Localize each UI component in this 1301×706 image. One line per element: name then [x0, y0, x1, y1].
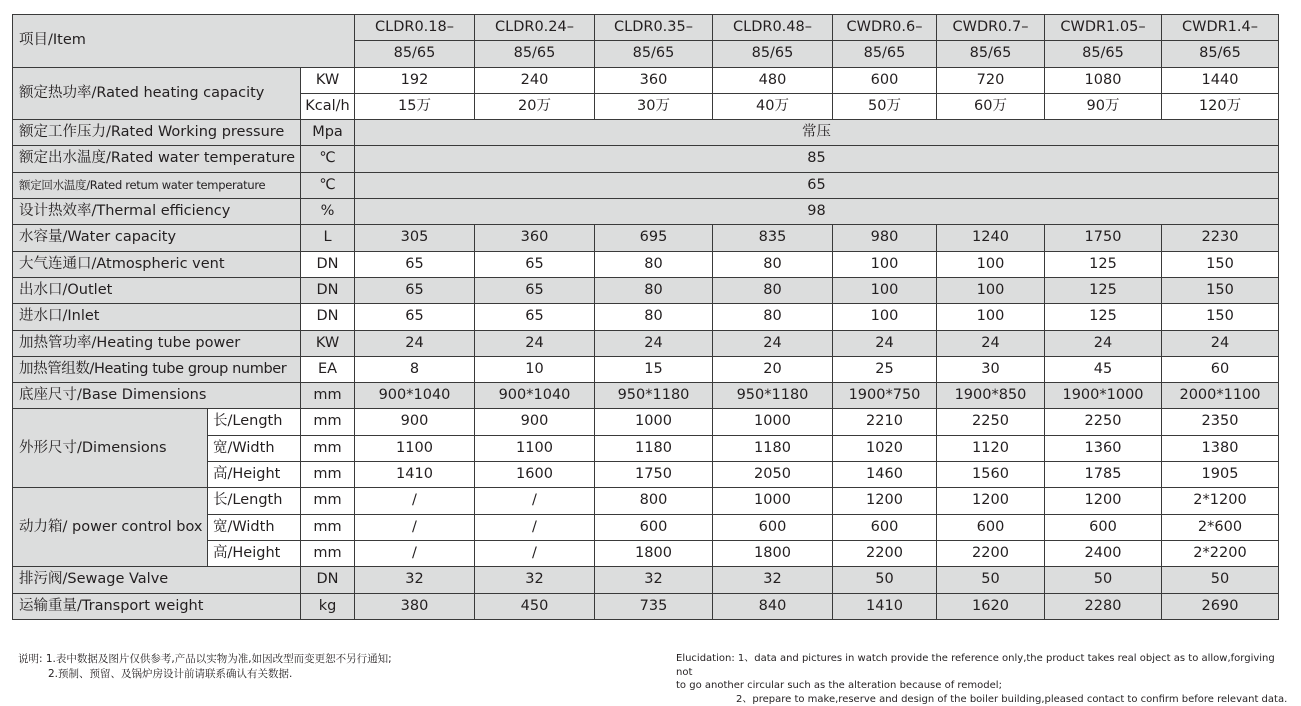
value-cell: 1000 [595, 409, 713, 435]
value-cell: 1800 [595, 540, 713, 566]
value-cell: 2210 [833, 409, 937, 435]
value-cell: 1900*750 [833, 383, 937, 409]
value-cell: 24 [1045, 330, 1162, 356]
tube-groups-label: 加热管组数/Heating tube group number [13, 356, 301, 382]
value-cell: 720 [937, 67, 1045, 93]
value-cell: 50万 [833, 93, 937, 119]
value-cell: 50 [833, 567, 937, 593]
outlet-row [13, 277, 1279, 303]
value-cell: 1200 [833, 488, 937, 514]
model-temp: 85/65 [475, 41, 595, 67]
value-cell: 2*1200 [1162, 488, 1279, 514]
value-cell: 40万 [713, 93, 833, 119]
inlet-row [13, 304, 1279, 330]
value-cell: 24 [713, 330, 833, 356]
value-cell: 1750 [1045, 225, 1162, 251]
outlet-label: 出水口/Outlet [13, 277, 301, 303]
value-cell: 125 [1045, 251, 1162, 277]
unit-cell: mm [301, 514, 355, 540]
value-cell: 1100 [355, 435, 475, 461]
value-cell: 1905 [1162, 462, 1279, 488]
value-cell: / [355, 540, 475, 566]
value-cell: 900 [355, 409, 475, 435]
unit-cell: mm [301, 435, 355, 461]
value-cell: 120万 [1162, 93, 1279, 119]
value-cell: 100 [937, 251, 1045, 277]
heating-capacity-kw-row [13, 67, 1279, 93]
note-en-line-3: 2、prepare to make,reserve and design of the boiler building,pleased contact to confirm before relevant data. [676, 693, 1294, 706]
model-name: CWDR0.7– [937, 15, 1045, 41]
value-cell: 2050 [713, 462, 833, 488]
value-cell: 2250 [937, 409, 1045, 435]
unit-cell: DN [301, 251, 355, 277]
value-cell: 32 [595, 567, 713, 593]
model-name: CWDR0.6– [833, 15, 937, 41]
water-capacity-row [13, 225, 1279, 251]
value-cell: 1120 [937, 435, 1045, 461]
value-cell: 900 [475, 409, 595, 435]
value-cell: 24 [833, 330, 937, 356]
dimensions-label: 外形尺寸/Dimensions [13, 409, 208, 488]
value-cell: 735 [595, 593, 713, 619]
value-cell: 1380 [1162, 435, 1279, 461]
value-cell: 65 [355, 304, 475, 330]
control-box-length-sublabel: 长/Length [208, 488, 301, 514]
value-cell: 50 [937, 567, 1045, 593]
value-cell: 80 [713, 251, 833, 277]
value-cell: 65 [355, 251, 475, 277]
value-cell: 1180 [595, 435, 713, 461]
header-row-1 [13, 15, 1279, 41]
tube-groups-row [13, 356, 1279, 382]
control-box-length-row [13, 488, 1279, 514]
value-cell: 240 [475, 67, 595, 93]
note-cn-line-2: 2.预制、预留、及锅炉房设计前请联系确认有关数据. [18, 667, 618, 682]
pressure-label: 额定工作压力/Rated Working pressure [13, 120, 301, 146]
pressure-row [13, 120, 1279, 146]
sewage-valve-label: 排污阀/Sewage Valve [13, 567, 301, 593]
value-cell: 32 [713, 567, 833, 593]
transport-weight-row [13, 593, 1279, 619]
unit-cell: % [301, 199, 355, 225]
dimensions-length-row [13, 409, 1279, 435]
model-temp: 85/65 [595, 41, 713, 67]
value-cell: 20 [713, 356, 833, 382]
model-name: CLDR0.24– [475, 15, 595, 41]
value-cell: 30 [937, 356, 1045, 382]
value-cell: 100 [833, 277, 937, 303]
value-cell: 600 [833, 514, 937, 540]
value-cell: 1800 [713, 540, 833, 566]
value-cell: 192 [355, 67, 475, 93]
unit-cell: ℃ [301, 172, 355, 198]
value-cell: 45 [1045, 356, 1162, 382]
value-cell: 50 [1045, 567, 1162, 593]
value-cell: 1180 [713, 435, 833, 461]
note-cn-line-1: 说明: 1.表中数据及图片仅供参考,产品以实物为准,如因改型而变更恕不另行通知; [18, 652, 618, 667]
unit-cell: mm [301, 383, 355, 409]
value-cell: 150 [1162, 251, 1279, 277]
value-cell: 835 [713, 225, 833, 251]
value-cell: 2400 [1045, 540, 1162, 566]
value-cell: 1000 [713, 488, 833, 514]
value-cell: 24 [1162, 330, 1279, 356]
control-box-label: 动力箱/ power control box [13, 488, 208, 567]
value-cell: 65 [475, 251, 595, 277]
value-cell: / [355, 514, 475, 540]
value-cell: 950*1180 [713, 383, 833, 409]
model-temp: 85/65 [355, 41, 475, 67]
value-cell: 15万 [355, 93, 475, 119]
water-temp-row [13, 146, 1279, 172]
value-cell: 32 [475, 567, 595, 593]
value-cell: / [475, 488, 595, 514]
value-cell: 1560 [937, 462, 1045, 488]
value-cell: 60万 [937, 93, 1045, 119]
value-cell: 695 [595, 225, 713, 251]
unit-cell: mm [301, 462, 355, 488]
unit-cell: mm [301, 488, 355, 514]
model-name: CWDR1.05– [1045, 15, 1162, 41]
value-cell: 600 [595, 514, 713, 540]
value-cell: 24 [937, 330, 1045, 356]
model-temp: 85/65 [1045, 41, 1162, 67]
value-cell: 600 [1045, 514, 1162, 540]
value-cell: / [355, 488, 475, 514]
value-cell: 600 [937, 514, 1045, 540]
sewage-valve-row [13, 567, 1279, 593]
value-cell: 1200 [1045, 488, 1162, 514]
value-cell: 1440 [1162, 67, 1279, 93]
unit-cell: KW [301, 330, 355, 356]
unit-cell: ℃ [301, 146, 355, 172]
unit-cell: KW [301, 67, 355, 93]
value-cell: 80 [595, 251, 713, 277]
value-cell: 1080 [1045, 67, 1162, 93]
unit-cell: mm [301, 409, 355, 435]
value-cell: 100 [833, 251, 937, 277]
model-temp: 85/65 [1162, 41, 1279, 67]
unit-cell: Mpa [301, 120, 355, 146]
value-cell: 100 [937, 304, 1045, 330]
value-cell: 600 [713, 514, 833, 540]
value-cell: 900*1040 [355, 383, 475, 409]
model-name: CLDR0.48– [713, 15, 833, 41]
value-cell: 8 [355, 356, 475, 382]
tube-power-row [13, 330, 1279, 356]
value-cell: 1460 [833, 462, 937, 488]
value-cell: 2690 [1162, 593, 1279, 619]
model-name: CLDR0.35– [595, 15, 713, 41]
value-cell: 24 [355, 330, 475, 356]
value-cell: 1620 [937, 593, 1045, 619]
model-temp: 85/65 [713, 41, 833, 67]
value-cell: 65 [475, 304, 595, 330]
value-cell: 50 [1162, 567, 1279, 593]
value-cell: 1360 [1045, 435, 1162, 461]
value-cell: 1000 [713, 409, 833, 435]
value-cell: 2280 [1045, 593, 1162, 619]
value-cell: 1600 [475, 462, 595, 488]
value-cell: 2350 [1162, 409, 1279, 435]
water-temp-value: 85 [355, 146, 1279, 172]
value-cell: 2250 [1045, 409, 1162, 435]
model-temp: 85/65 [937, 41, 1045, 67]
value-cell: 1410 [833, 593, 937, 619]
inlet-label: 进水口/Inlet [13, 304, 301, 330]
return-temp-label: 额定回水温度/Rated retum water temperature [13, 172, 301, 198]
value-cell: 360 [475, 225, 595, 251]
model-name: CLDR0.18– [355, 15, 475, 41]
value-cell: 65 [475, 277, 595, 303]
value-cell: 32 [355, 567, 475, 593]
unit-cell: L [301, 225, 355, 251]
unit-cell: DN [301, 567, 355, 593]
water-capacity-label: 水容量/Water capacity [13, 225, 301, 251]
value-cell: 1750 [595, 462, 713, 488]
value-cell: 100 [937, 277, 1045, 303]
item-header: 项目/Item [13, 15, 355, 68]
atmospheric-vent-row [13, 251, 1279, 277]
value-cell: 90万 [1045, 93, 1162, 119]
value-cell: 380 [355, 593, 475, 619]
value-cell: 840 [713, 593, 833, 619]
return-temp-value: 65 [355, 172, 1279, 198]
value-cell: / [475, 540, 595, 566]
value-cell: 1785 [1045, 462, 1162, 488]
value-cell: 24 [595, 330, 713, 356]
value-cell: 65 [355, 277, 475, 303]
value-cell: 15 [595, 356, 713, 382]
value-cell: 60 [1162, 356, 1279, 382]
control-box-width-sublabel: 宽/Width [208, 514, 301, 540]
water-temp-label: 额定出水温度/Rated water temperature [13, 146, 301, 172]
unit-cell: kg [301, 593, 355, 619]
value-cell: 25 [833, 356, 937, 382]
value-cell: 1900*1000 [1045, 383, 1162, 409]
value-cell: 125 [1045, 304, 1162, 330]
dimensions-height-sublabel: 高/Height [208, 462, 301, 488]
value-cell: 480 [713, 67, 833, 93]
heating-capacity-label: 额定热功率/Rated heating capacity [13, 67, 301, 120]
notes-chinese [18, 652, 618, 682]
value-cell: 2000*1100 [1162, 383, 1279, 409]
value-cell: 100 [833, 304, 937, 330]
model-temp: 85/65 [833, 41, 937, 67]
value-cell: 600 [833, 67, 937, 93]
unit-cell: DN [301, 304, 355, 330]
control-box-height-sublabel: 高/Height [208, 540, 301, 566]
value-cell: 450 [475, 593, 595, 619]
note-en-line-1: Elucidation: 1、data and pictures in watch provide the reference only,the product takes real object as to allow,forgiving not [676, 652, 1294, 679]
value-cell: 2200 [937, 540, 1045, 566]
value-cell: 150 [1162, 277, 1279, 303]
value-cell: 950*1180 [595, 383, 713, 409]
value-cell: 980 [833, 225, 937, 251]
value-cell: 10 [475, 356, 595, 382]
atmospheric-vent-label: 大气连通口/Atmospheric vent [13, 251, 301, 277]
unit-cell: EA [301, 356, 355, 382]
value-cell: 800 [595, 488, 713, 514]
efficiency-row [13, 199, 1279, 225]
value-cell: 30万 [595, 93, 713, 119]
value-cell: 24 [475, 330, 595, 356]
value-cell: 80 [595, 304, 713, 330]
transport-weight-label: 运输重量/Transport weight [13, 593, 301, 619]
value-cell: 2*600 [1162, 514, 1279, 540]
value-cell: 125 [1045, 277, 1162, 303]
value-cell: / [475, 514, 595, 540]
value-cell: 1240 [937, 225, 1045, 251]
efficiency-value: 98 [355, 199, 1279, 225]
unit-cell: mm [301, 540, 355, 566]
base-dimensions-label: 底座尺寸/Base Dimensions [13, 383, 301, 409]
value-cell: 80 [595, 277, 713, 303]
pressure-value: 常压 [355, 120, 1279, 146]
note-en-line-2: to go another circular such as the alteration because of remodel; [676, 679, 1294, 693]
unit-cell: DN [301, 277, 355, 303]
model-name: CWDR1.4– [1162, 15, 1279, 41]
tube-power-label: 加热管功率/Heating tube power [13, 330, 301, 356]
value-cell: 2230 [1162, 225, 1279, 251]
value-cell: 360 [595, 67, 713, 93]
dimensions-length-sublabel: 长/Length [208, 409, 301, 435]
efficiency-label: 设计热效率/Thermal efficiency [13, 199, 301, 225]
value-cell: 900*1040 [475, 383, 595, 409]
value-cell: 1200 [937, 488, 1045, 514]
value-cell: 1020 [833, 435, 937, 461]
unit-cell: Kcal/h [301, 93, 355, 119]
value-cell: 305 [355, 225, 475, 251]
value-cell: 1100 [475, 435, 595, 461]
spec-table [12, 14, 1279, 620]
value-cell: 150 [1162, 304, 1279, 330]
dimensions-width-sublabel: 宽/Width [208, 435, 301, 461]
notes-english [676, 652, 1294, 706]
value-cell: 20万 [475, 93, 595, 119]
base-dimensions-row [13, 383, 1279, 409]
value-cell: 1410 [355, 462, 475, 488]
value-cell: 80 [713, 277, 833, 303]
value-cell: 2200 [833, 540, 937, 566]
value-cell: 1900*850 [937, 383, 1045, 409]
value-cell: 80 [713, 304, 833, 330]
value-cell: 2*2200 [1162, 540, 1279, 566]
return-temp-row [13, 172, 1279, 198]
